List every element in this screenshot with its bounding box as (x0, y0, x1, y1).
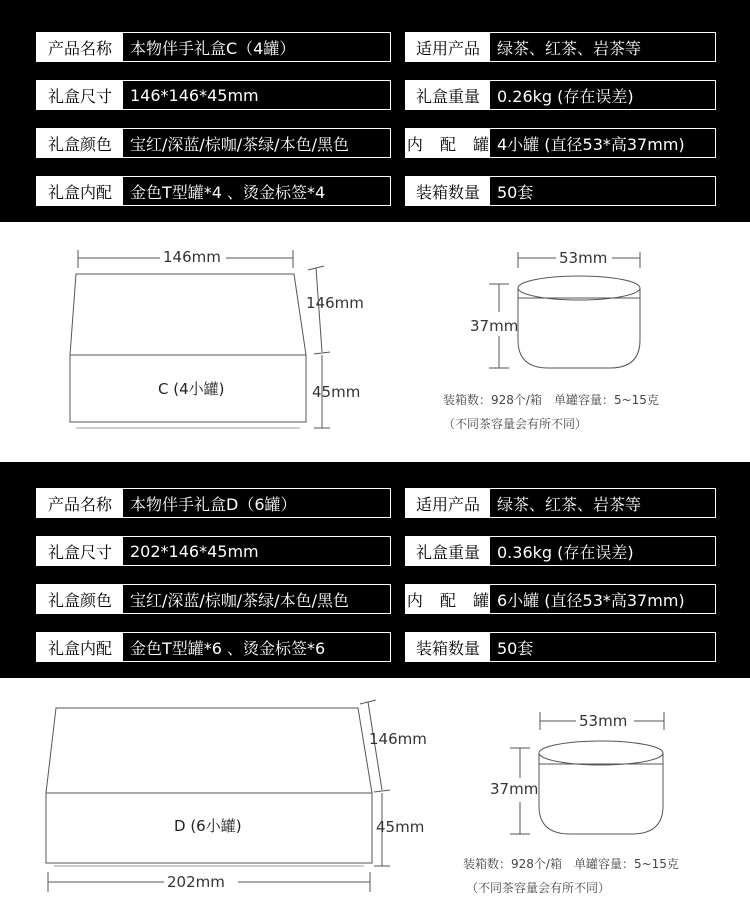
carton-note-d: 装箱数：928个/箱 单罐容量：5~15克 (463, 857, 679, 871)
box-c-drawing (0, 222, 750, 462)
box-c-depth: 146mm (306, 294, 364, 312)
spec-applicable-c: 适用产品 绿茶、红茶、岩茶等 (405, 32, 716, 62)
spec-name-c: 产品名称 本物伴手礼盒C（4罐） (36, 32, 391, 62)
spec-name-d: 产品名称 本物伴手礼盒D（6罐） (36, 488, 391, 518)
box-d-height: 45mm (376, 818, 425, 836)
spec-contents-d: 礼盒内配 金色T型罐*6 、烫金标签*6 (36, 632, 391, 662)
capacity-note-d: （不同茶容量会有所不同） (466, 881, 611, 895)
spec-size-c: 礼盒尺寸 146*146*45mm (36, 80, 391, 110)
spec-applicable-d: 适用产品 绿茶、红茶、岩茶等 (405, 488, 716, 518)
capacity-note-c: （不同茶容量会有所不同） (443, 417, 588, 431)
box-d-label: D (6小罐) (174, 817, 242, 835)
can-c-height: 37mm (470, 317, 519, 335)
box-d-depth: 146mm (369, 730, 427, 748)
box-d-width: 202mm (167, 873, 225, 891)
box-c-width: 146mm (163, 248, 221, 266)
spec-weight-c: 礼盒重量 0.26kg (存在误差) (405, 80, 716, 110)
spec-contents-c: 礼盒内配 金色T型罐*4 、烫金标签*4 (36, 176, 391, 206)
spec-weight-d: 礼盒重量 0.36kg (存在误差) (405, 536, 716, 566)
spec-color-c: 礼盒颜色 宝红/深蓝/棕咖/茶绿/本色/黑色 (36, 128, 391, 158)
spec-can-c: 内 配 罐 4小罐 (直径53*高37mm) (405, 128, 716, 158)
box-c-height: 45mm (312, 383, 361, 401)
spec-color-d: 礼盒颜色 宝红/深蓝/棕咖/茶绿/本色/黑色 (36, 584, 391, 614)
spec-quantity-c: 装箱数量 50套 (405, 176, 716, 206)
box-c-label: C (4小罐) (158, 380, 225, 398)
can-d-height: 37mm (490, 780, 539, 798)
spec-panel-d (0, 462, 750, 678)
can-c-diameter: 53mm (559, 249, 608, 267)
spec-can-d: 内 配 罐 6小罐 (直径53*高37mm) (405, 584, 716, 614)
spec-size-d: 礼盒尺寸 202*146*45mm (36, 536, 391, 566)
can-d-diameter: 53mm (579, 712, 628, 730)
spec-panel-c (0, 0, 750, 222)
box-d-drawing (0, 678, 750, 920)
spec-quantity-d: 装箱数量 50套 (405, 632, 716, 662)
carton-note-c: 装箱数：928个/箱 单罐容量：5~15克 (443, 393, 659, 407)
